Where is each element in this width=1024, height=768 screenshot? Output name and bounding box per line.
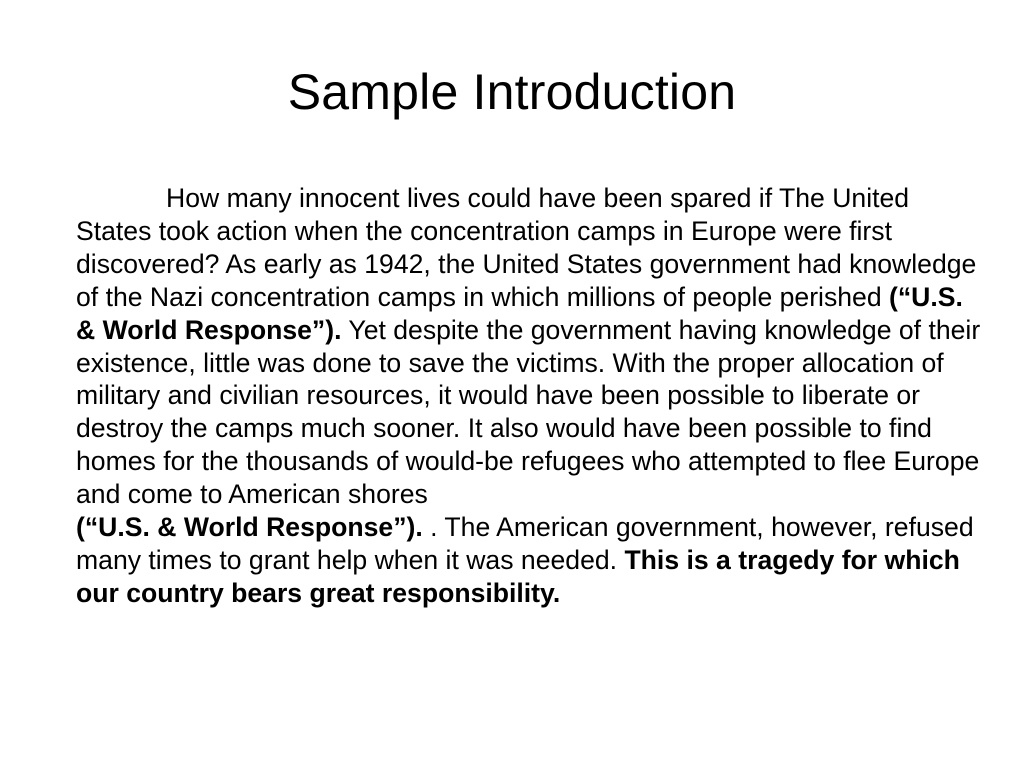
citation: (“U.S. & World Response”). <box>76 512 423 543</box>
paragraph-text: How many innocent lives could have been spared if The United States took action when the concentration camps in Europe were first discovered? As early as 1942, the United States government had knowledge of the Nazi concentration camps in which millions of people perished <box>76 183 977 312</box>
intro-paragraph <box>76 182 988 610</box>
paragraph-text: . The American government, however, refused many times to grant help when it was needed. <box>76 512 974 575</box>
thesis-statement: This is a tragedy for which our country bears great responsibility. <box>76 544 960 608</box>
citation: (“U.S. & World Response”). <box>76 281 963 345</box>
slide-title: Sample Introduction <box>287 64 737 120</box>
paragraph-text: Yet despite the government having knowledge of their existence, little was done to save the victims. With the proper allocation of military and civilian resources, it would have been possible to liberate or destroy the camps much sooner. It also would have been possible to find homes for the thousands of would-be refugees who attempted to flee Europe and come to American shores <box>76 314 981 510</box>
